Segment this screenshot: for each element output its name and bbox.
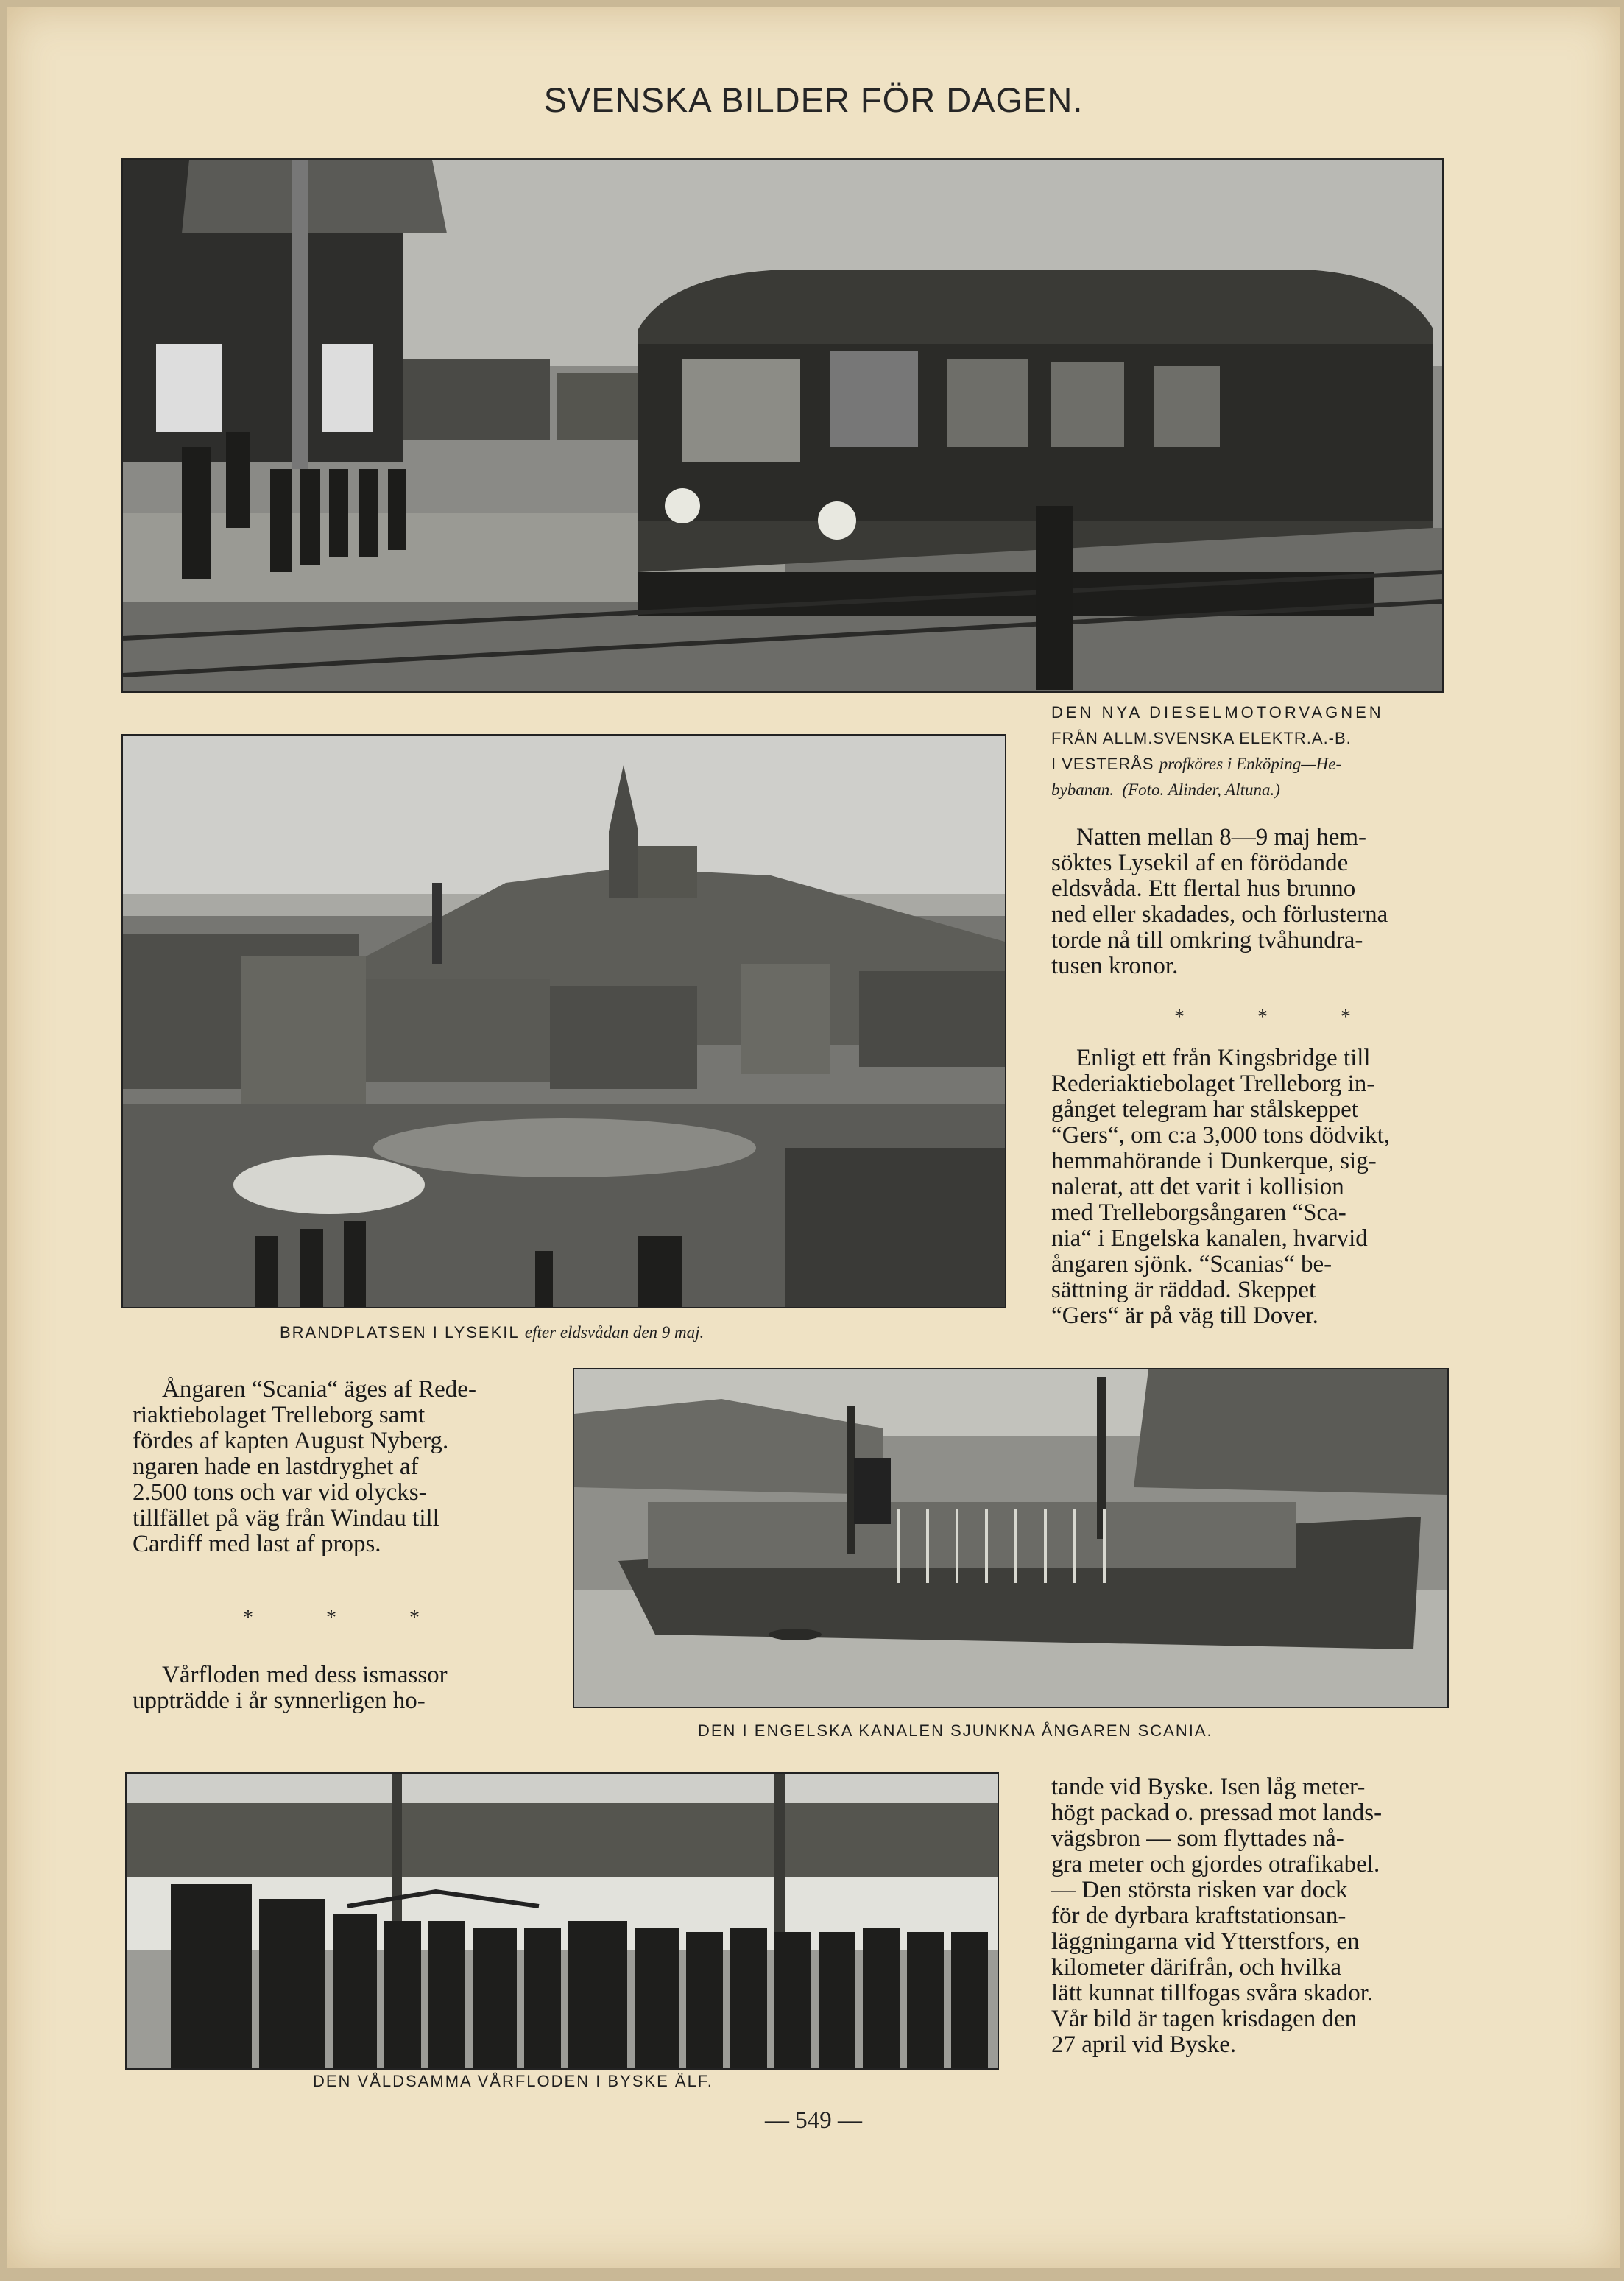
article-line: sättning är räddad. Skeppet: [1051, 1277, 1316, 1303]
photo-diesel-caption-line3-route: profköres i Enköping—He-: [1159, 755, 1342, 773]
article-line: tande vid Byske. Isen låg meter-: [1051, 1774, 1366, 1800]
article-line: söktes Lysekil af en förödande: [1051, 850, 1349, 876]
article-line: Cardiff med last af props.: [133, 1531, 381, 1557]
article-line: nalerat, att det varit i kollision: [1051, 1174, 1344, 1200]
article-line: — Den största risken var dock: [1051, 1877, 1348, 1903]
article-line: Enligt ett från Kingsbridge till: [1076, 1045, 1371, 1071]
article-line: “Gers“ är på väg till Dover.: [1051, 1302, 1318, 1329]
article-line: vägsbron — som flyttades nå-: [1051, 1825, 1344, 1852]
photo-diesel-railcar: [121, 158, 1444, 693]
article-scania: [133, 1377, 523, 1557]
photo-diesel-caption-line3-company: I VESTERÅS: [1051, 755, 1159, 773]
photo-steamer-scania: [573, 1368, 1449, 1708]
photo-lysekil-caption-title: BRANDPLATSEN I LYSEKIL: [280, 1323, 525, 1342]
article-gers-collision: [1051, 1046, 1446, 1329]
article-line: ned eller skadades, och förlusterna: [1051, 901, 1388, 928]
article-spring-flood-cont: [1051, 1774, 1446, 2058]
article-line: ångaren sjönk. “Scanias“ be-: [1051, 1251, 1332, 1277]
photo-diesel-caption-line2: FRÅN ALLM.SVENSKA ELEKTR.A.-B.: [1051, 729, 1352, 747]
section-separator: * * *: [1174, 1006, 1385, 1029]
article-line: tillfället på väg från Windau till: [133, 1505, 439, 1531]
article-line: eldsvåda. Ett flertal hus brunno: [1051, 875, 1356, 902]
flood-crowd-illustration: [127, 1774, 998, 2068]
magazine-page: [7, 7, 1620, 2268]
photo-diesel-caption-credit: bybanan. (Foto. Alinder, Altuna.): [1051, 780, 1280, 799]
article-line: med Trelleborgsångaren “Sca-: [1051, 1199, 1346, 1226]
steamer-illustration: [574, 1369, 1447, 1707]
article-line: Natten mellan 8—9 maj hem-: [1076, 824, 1367, 850]
article-line: gra meter och gjordes otrafikabel.: [1051, 1851, 1380, 1878]
article-line: gånget telegram har stålskeppet: [1051, 1096, 1358, 1123]
page-number: — 549 —: [765, 2107, 862, 2134]
article-line: lätt kunnat tillfogas svåra skador.: [1051, 1980, 1374, 2006]
article-line: hemmahörande i Dunkerque, sig-: [1051, 1148, 1377, 1174]
article-line: riaktiebolaget Trelleborg samt: [133, 1402, 426, 1428]
photo-flood-caption: DEN VÅLDSAMMA VÅRFLODEN I BYSKE ÄLF.: [313, 2072, 713, 2090]
article-line: fördes af kapten August Nyberg.: [133, 1428, 449, 1454]
photo-lysekil-fire: [121, 734, 1006, 1308]
article-spring-flood-start: [133, 1663, 523, 1714]
article-line: ngaren hade en lastdryghet af: [133, 1453, 419, 1480]
article-line: Vår bild är tagen krisdagen den: [1051, 2006, 1358, 2032]
article-line: tusen kronor.: [1051, 953, 1179, 979]
railcar-illustration: [123, 160, 1442, 691]
photo-diesel-caption-line3: [1051, 755, 1341, 774]
article-line: Ångaren “Scania“ äges af Rede-: [162, 1376, 476, 1403]
article-line: högt packad o. pressad mot lands-: [1051, 1799, 1383, 1826]
article-line: nia“ i Engelska kanalen, hvarvid: [1051, 1225, 1368, 1252]
photo-diesel-caption-line1: DEN NYA DIESELMOTORVAGNEN: [1051, 703, 1384, 722]
photo-byske-flood: [125, 1772, 999, 2070]
photo-lysekil-caption: [280, 1323, 704, 1342]
article-lysekil-fire: [1051, 825, 1446, 979]
article-line: uppträdde i år synnerligen ho-: [133, 1688, 426, 1714]
article-line: Rederiaktiebolaget Trelleborg in-: [1051, 1071, 1375, 1097]
article-line: Vårfloden med dess ismassor: [162, 1662, 448, 1688]
photo-lysekil-caption-date: efter eldsvådan den 9 maj.: [524, 1323, 705, 1342]
page-title: SVENSKA BILDER FÖR DAGEN.: [543, 80, 1084, 119]
photo-diesel-caption-line4: [1051, 780, 1280, 800]
article-line: 27 april vid Byske.: [1051, 2031, 1237, 2058]
article-line: kilometer därifrån, och hvilka: [1051, 1954, 1342, 1981]
article-line: läggningarna vid Ytterstfors, en: [1051, 1928, 1360, 1955]
fire-site-illustration: [123, 736, 1005, 1307]
article-line: 2.500 tons och var vid olycks-: [133, 1479, 427, 1506]
article-line: torde nå till omkring tvåhundra-: [1051, 927, 1363, 953]
article-line: “Gers“, om c:a 3,000 tons dödvikt,: [1051, 1122, 1391, 1149]
article-line: för de dyrbara kraftstationsan-: [1051, 1903, 1346, 1929]
section-separator: * * *: [243, 1607, 453, 1629]
photo-steamer-caption: DEN I ENGELSKA KANALEN SJUNKNA ÅNGAREN SCANIA.: [698, 1721, 1213, 1740]
